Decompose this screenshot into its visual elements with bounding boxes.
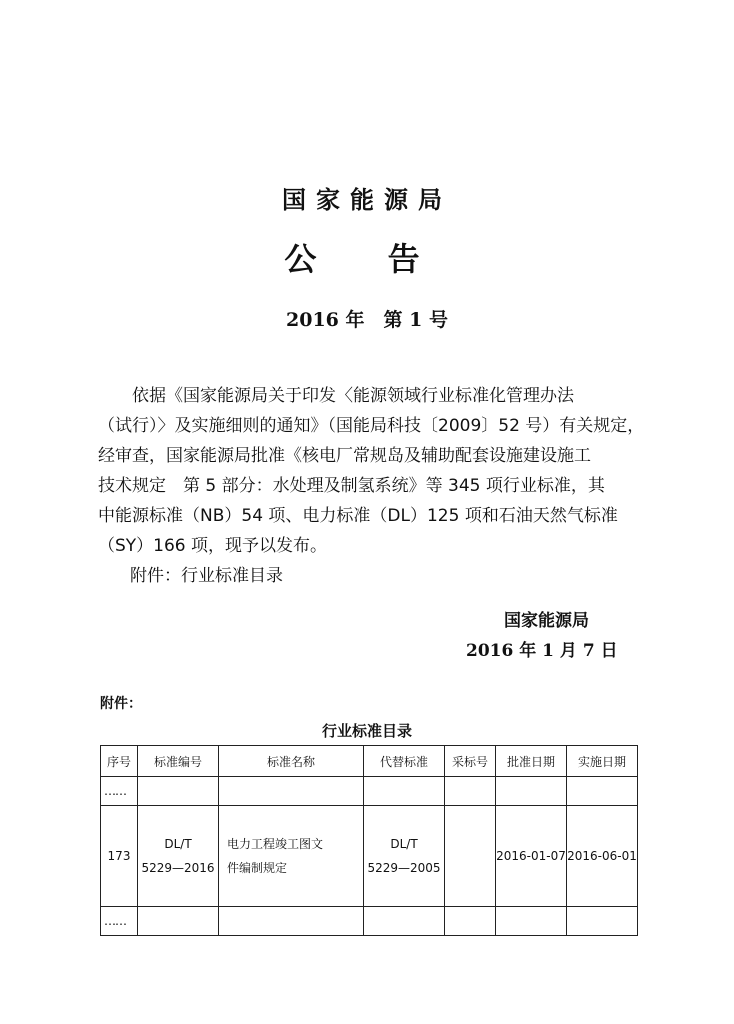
body-line-6: （SY）166 项，现予以发布。	[98, 536, 328, 556]
signature-date: 2016 年 1 月 7 日	[466, 641, 618, 661]
col-header-approve: 批准日期	[496, 746, 567, 777]
table-title: 行业标准目录	[321, 722, 412, 740]
body-line-5: 中能源标准（NB）54 项、电力标准（DL）125 项和石油天然气标准	[98, 506, 618, 526]
cell-replace	[364, 806, 445, 907]
body-line-4: 技术规定 第 5 部分：水处理及制氢系统》等 345 项行业标准，其	[98, 476, 605, 496]
col-header-replace: 代替标准	[364, 746, 445, 777]
table-header-row	[101, 746, 638, 777]
col-header-name: 标准名称	[219, 746, 364, 777]
attachment-label: 附件：	[100, 696, 142, 712]
cell-name-line2: 件编制规定	[227, 861, 288, 875]
cell-replace-line2: 5229—2005	[367, 861, 441, 875]
table-row-ellipsis-top	[101, 777, 638, 806]
body-line-3: 经审查，国家能源局批准《核电厂常规岛及辅助配套设施建设施工	[98, 446, 591, 466]
cell-number	[138, 806, 219, 907]
ellipsis-cell: ……	[101, 907, 138, 936]
cell-impl-date: 2016-06-01	[567, 806, 638, 907]
cell-seq: 173	[101, 806, 138, 907]
col-header-impl: 实施日期	[567, 746, 638, 777]
document-type-title: 公 告	[284, 240, 450, 278]
table-row-ellipsis-bottom	[101, 907, 638, 936]
cell-name	[219, 806, 364, 907]
cell-name-line1: 电力工程竣工图文	[227, 837, 324, 851]
cell-number-line2: 5229—2016	[141, 861, 215, 875]
signature-org: 国家能源局	[504, 611, 589, 631]
issuing-authority-title: 国家能源局	[282, 186, 452, 214]
cell-replace-line1: DL/T	[390, 837, 418, 851]
cell-approve-date: 2016-01-07	[496, 806, 567, 907]
table-row	[101, 806, 638, 907]
col-header-number: 标准编号	[138, 746, 219, 777]
col-header-seq: 序号	[101, 746, 138, 777]
body-line-2: （试行）〉及实施细则的通知》（国能局科技〔2009〕52 号）有关规定，	[98, 416, 645, 436]
ellipsis-cell: ……	[101, 777, 138, 806]
col-header-adopt: 采标号	[445, 746, 496, 777]
body-line-1: 依据《国家能源局关于印发〈能源领域行业标准化管理办法	[98, 386, 574, 406]
cell-adopt	[445, 806, 496, 907]
document-number: 2016 年 第 1 号	[286, 309, 448, 331]
cell-number-line1: DL/T	[164, 837, 192, 851]
standards-table	[100, 745, 638, 936]
attachment-reference: 附件：行业标准目录	[130, 566, 283, 586]
